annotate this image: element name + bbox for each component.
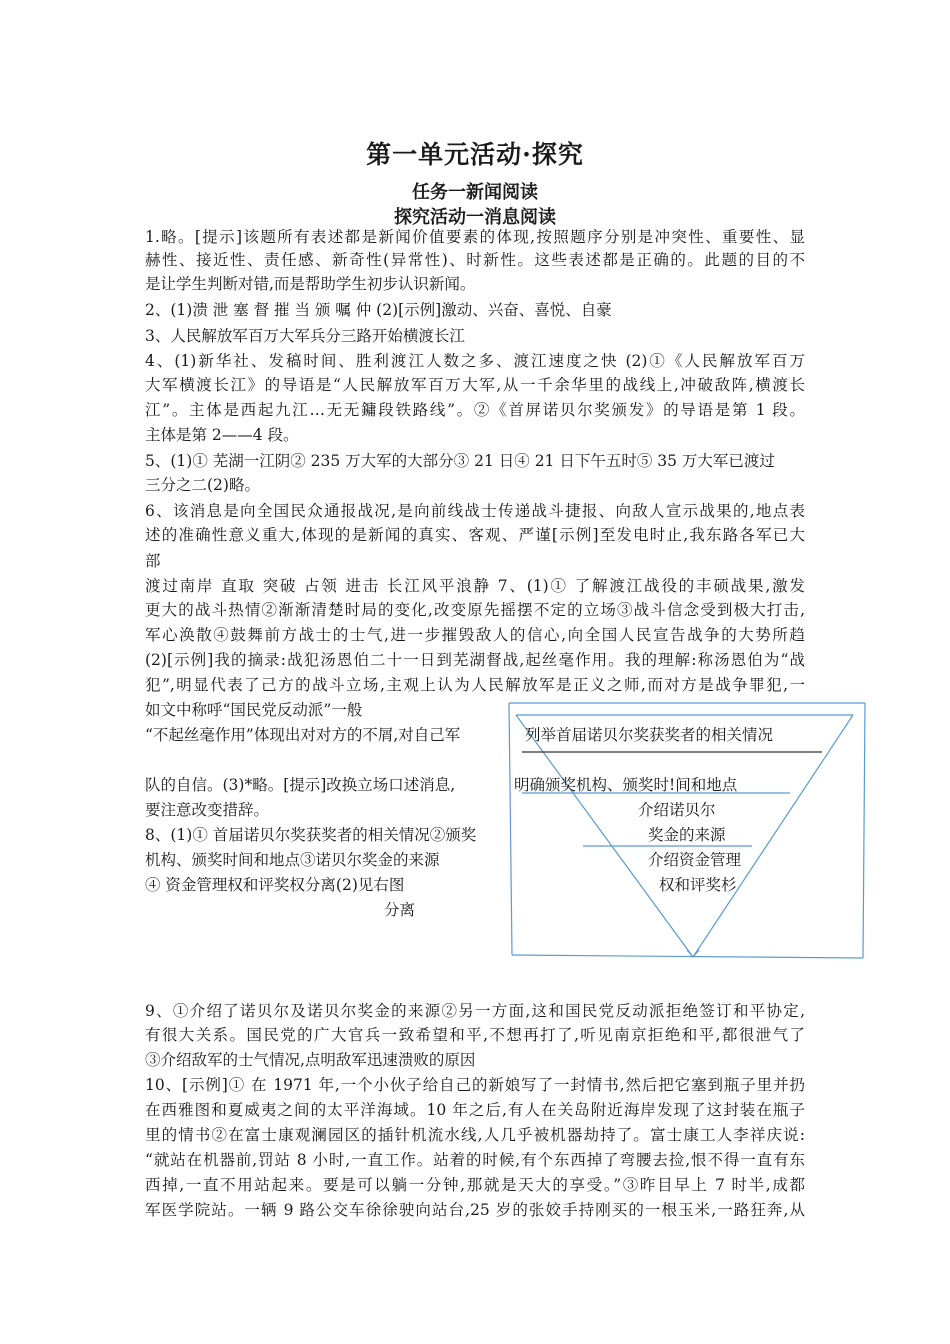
task-heading: 任务一新闻阅读 <box>412 182 538 203</box>
diagram-label: 介绍诺贝尔 <box>638 801 716 819</box>
diagram-bottom-edge <box>512 955 863 958</box>
diagram-right-edge <box>863 703 865 958</box>
answer-line: 主体是第 2——4 段。 <box>145 426 299 444</box>
answer-line: 机构、颁奖时间和地点③诺贝尔奖金的来源 <box>145 851 440 869</box>
answer-line: (2)[示例]我的摘录:战犯汤恩伯二十一日到芜湖督战,起丝毫作用。我的理解:称汤恩伯为“战 <box>145 651 805 669</box>
answer-line: 军医学院站。一辆 9 路公交车徐徐驶向站台,25 岁的张姣手持刚买的一根玉米,一路狂奔,从 <box>145 1201 805 1219</box>
answer-line: ④ 资金管理权和评奖权分离(2)见右图 <box>145 876 405 894</box>
answer-line: ③介绍敌军的士气情况,点明敌军迅速溃败的原因 <box>145 1051 476 1069</box>
answer-line: 在西雅图和夏威夷之间的太平洋海域。10 年之后,有人在关岛附近海岸发现了这封装在瓶子 <box>145 1101 805 1119</box>
answer-line: 3、人民解放军百万大军兵分三路开始横渡长江 <box>145 327 465 345</box>
answer-line: 江”。主体是西起九江…无无鏞段铁路线”。②《首屏诺贝尔奖颁发》的导语是第 1 段。 <box>145 401 805 419</box>
diagram-label: 明确颁奖机构、颁奖时!间和地点 <box>514 776 738 794</box>
answer-line: 述的准确性意义重大,体现的是新闻的真实、客观、严谨[示例]至发电时止,我东路各军已大 <box>145 526 805 544</box>
activity-heading: 探究活动一消息阅读 <box>394 207 556 228</box>
answer-line: 5、(1)① 芜湖一江阴② 235 万大军的大部分③ 21 日④ 21 日下午五时⑤ 35 万大军已渡过 <box>145 452 775 470</box>
answer-line: 如文中称呼“国民党反动派”一般 <box>145 701 363 719</box>
answer-line: 有很大关系。国民党的广大官兵一致希望和平,不想再打了,听见南京拒绝和平,都很泄气了 <box>145 1026 805 1044</box>
answer-line: 1.略。[提示]该题所有表述都是新闻价值要素的体现,按照题序分别是冲突性、重要性、显 <box>145 228 805 246</box>
diagram-label: 介绍资金管理 <box>648 851 742 869</box>
diagram-label: 奖金的来源 <box>648 826 726 844</box>
answer-line: 部 <box>145 552 161 570</box>
answer-line: 队的自信。(3)*略。[提示]改换立场口述消息, <box>145 776 456 794</box>
answer-line: 要注意改变措辞。 <box>145 801 270 819</box>
answer-line: 西掉,一直不用站起来。要是可以躺一分钟,那就是天大的享受。”③昨目早上 7 时半,成都 <box>145 1176 805 1194</box>
diagram-label: 列举首届诺贝尔奖获奖者的相关情况 <box>525 726 774 744</box>
answer-line: 6、该消息是向全国民众通报战况,是向前线战士传递战斗捷报、向敌人宣示战果的,地点表 <box>145 502 805 520</box>
answer-line: 渡过南岸 直取 突破 占领 进击 长江风平浪静 7、(1)① 了解渡江战役的丰硕战果,激发 <box>145 577 805 595</box>
answer-line: 9、①介绍了诺贝尔及诺贝尔奖金的来源②另一方面,这和国民党反动派拒绝签订和平协定, <box>145 1002 805 1020</box>
answer-line: 大军横渡长江》的导语是“人民解放军百万大军,从一千余华里的战线上,冲破敌阵,横渡长 <box>145 376 805 394</box>
answer-line: 赫性、接近性、责任感、新奇性(异常性)、时新性。这些表述都是正确的。此题的目的不 <box>145 251 805 269</box>
diagram-left-edge <box>509 703 512 955</box>
answer-line: 犯”,明显代表了己方的战斗立场,主观上认为人民解放军是正义之师,而对方是战争罪犯,一 <box>145 676 805 694</box>
answer-line: 三分之二(2)略。 <box>145 476 260 494</box>
answer-line: 是让学生判断对错,而是帮助学生初步认识新闻。 <box>145 275 476 293</box>
answer-line: 2、(1)溃 泄 塞 督 摧 当 颁 嘱 仲 (2)[示例]激动、兴奋、喜悦、自豪 <box>145 301 612 319</box>
diagram-label: 权和评奖杉 <box>659 876 737 894</box>
answer-line: “就站在机器前,罚站 8 小时,一直工作。站着的时候,有个东西掉了弯腰去捡,恨不得一直有东 <box>145 1151 805 1169</box>
answer-line: 军心涣散④鼓舞前方战士的士气,进一步摧毁敌人的信心,向全国人民宣告战争的大势所趋 <box>145 626 805 644</box>
answer-line: “不起丝毫作用”体现出对对方的不屑,对自己军 <box>145 726 461 744</box>
answer-line: 里的情书②在富士康观澜园区的插针机流水线,人几乎被机器劫持了。富士康工人李祥庆说: <box>145 1126 805 1144</box>
answer-line: 4、(1)新华社、发稿时间、胜利渡江人数之多、渡江速度之快 (2)①《人民解放军百万 <box>145 352 805 370</box>
answer-line: 更大的战斗热情②渐渐清楚时局的变化,改变原先摇摆不定的立场③战斗信念受到极大打击, <box>145 601 805 619</box>
page-title: 第一单元活动·探究 <box>366 140 584 169</box>
answer-line: 分离 <box>384 901 416 919</box>
answer-line: 8、(1)① 首届诺贝尔奖获奖者的相关情况②颁奖 <box>145 826 477 844</box>
answer-line: 10、[示例]① 在 1971 年,一个小伙子给自己的新娘写了一封情书,然后把它塞到瓶子里并扔 <box>145 1076 805 1094</box>
